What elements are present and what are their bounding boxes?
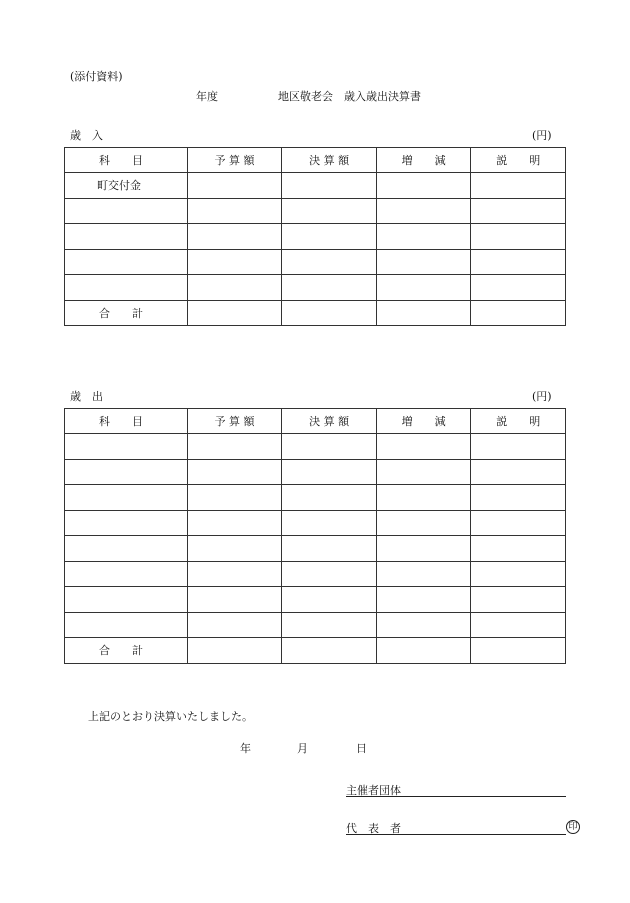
table-cell [376, 536, 471, 562]
document-title: 地区敬老会 歳入歳出決算書 [278, 90, 421, 103]
table-cell [376, 434, 471, 460]
representative-label: 代 表 者 [346, 822, 401, 835]
expense-total-label: 合 計 [65, 638, 188, 664]
table-cell [187, 587, 282, 613]
table-cell [376, 587, 471, 613]
table-row [65, 612, 566, 638]
table-row [65, 198, 566, 224]
table-cell [187, 638, 282, 664]
table-cell [282, 300, 377, 326]
table-cell [376, 561, 471, 587]
table-cell [376, 198, 471, 224]
table-cell [471, 638, 566, 664]
table-cell [471, 224, 566, 250]
table-cell [187, 536, 282, 562]
header-settlement: 決 算 額 [282, 148, 377, 173]
table-row [65, 249, 566, 275]
table-cell [471, 198, 566, 224]
table-cell [471, 249, 566, 275]
table-row [65, 173, 566, 199]
table-cell [282, 638, 377, 664]
table-cell [187, 275, 282, 301]
date-year-label: 年 [240, 742, 251, 755]
income-unit-label: (円) [532, 129, 552, 142]
table-row [65, 275, 566, 301]
table-cell [282, 561, 377, 587]
table-cell [187, 198, 282, 224]
table-cell [187, 510, 282, 536]
table-cell [65, 510, 188, 536]
table-cell [187, 249, 282, 275]
table-cell [65, 459, 188, 485]
table-cell [65, 561, 188, 587]
table-cell [282, 249, 377, 275]
table-cell [65, 198, 188, 224]
table-cell [65, 434, 188, 460]
table-cell [65, 612, 188, 638]
expense-section-label: 歳 出 [70, 390, 103, 403]
expense-header-row [65, 409, 566, 434]
table-cell [187, 173, 282, 199]
income-total-label: 合 計 [65, 300, 188, 326]
table-row [65, 224, 566, 250]
header-note: 説 明 [471, 148, 566, 173]
table-cell [187, 612, 282, 638]
table-row [65, 459, 566, 485]
fiscal-year-label: 年度 [196, 90, 218, 103]
table-cell [282, 612, 377, 638]
header-budget: 予 算 額 [187, 148, 282, 173]
table-cell [65, 249, 188, 275]
table-cell [376, 485, 471, 511]
table-cell [376, 224, 471, 250]
table-cell [471, 173, 566, 199]
table-cell [282, 459, 377, 485]
table-cell [471, 587, 566, 613]
income-header-row [65, 148, 566, 173]
table-cell [471, 536, 566, 562]
header-subject: 科 目 [65, 409, 188, 434]
table-cell [376, 275, 471, 301]
table-cell [187, 485, 282, 511]
table-cell [282, 198, 377, 224]
header-change: 増 減 [376, 148, 471, 173]
table-cell [471, 510, 566, 536]
table-row [65, 587, 566, 613]
table-cell [471, 459, 566, 485]
table-cell [65, 275, 188, 301]
income-table [64, 147, 566, 326]
header-subject: 科 目 [65, 148, 188, 173]
table-cell [187, 224, 282, 250]
organizer-signature-line [346, 782, 566, 797]
table-cell [376, 612, 471, 638]
income-total-row [65, 300, 566, 326]
expense-table [64, 408, 566, 664]
table-cell [282, 275, 377, 301]
income-cell-subject: 町交付金 [65, 173, 188, 199]
table-cell [282, 510, 377, 536]
table-cell [471, 561, 566, 587]
table-row [65, 536, 566, 562]
expense-total-row [65, 638, 566, 664]
table-cell [376, 249, 471, 275]
date-month-label: 月 [297, 742, 308, 755]
table-cell [187, 459, 282, 485]
table-cell [376, 459, 471, 485]
table-row [65, 510, 566, 536]
date-day-label: 日 [356, 742, 367, 755]
table-cell [471, 275, 566, 301]
table-cell [376, 510, 471, 536]
table-cell [471, 300, 566, 326]
table-cell [187, 561, 282, 587]
table-cell [282, 434, 377, 460]
table-cell [187, 300, 282, 326]
table-cell [65, 224, 188, 250]
settlement-statement: 上記のとおり決算いたしました。 [88, 710, 253, 723]
table-cell [282, 224, 377, 250]
representative-signature-line [346, 820, 566, 835]
table-cell [471, 485, 566, 511]
header-note: 説 明 [471, 409, 566, 434]
table-cell [282, 485, 377, 511]
table-cell [65, 587, 188, 613]
table-cell [282, 173, 377, 199]
header-change: 増 減 [376, 409, 471, 434]
table-row [65, 434, 566, 460]
table-cell [471, 434, 566, 460]
table-cell [471, 612, 566, 638]
table-cell [187, 434, 282, 460]
table-cell [376, 173, 471, 199]
expense-unit-label: (円) [532, 390, 552, 403]
table-cell [282, 587, 377, 613]
table-row [65, 561, 566, 587]
table-cell [282, 536, 377, 562]
income-section-label: 歳 入 [70, 129, 103, 142]
table-cell [65, 536, 188, 562]
attachment-label: (添付資料) [70, 70, 123, 83]
table-cell [376, 638, 471, 664]
organizer-label: 主催者団体 [346, 784, 401, 797]
table-cell [65, 485, 188, 511]
table-row [65, 485, 566, 511]
header-settlement: 決 算 額 [282, 409, 377, 434]
seal-mark-icon: 印 [566, 820, 580, 834]
table-cell [376, 300, 471, 326]
header-budget: 予 算 額 [187, 409, 282, 434]
